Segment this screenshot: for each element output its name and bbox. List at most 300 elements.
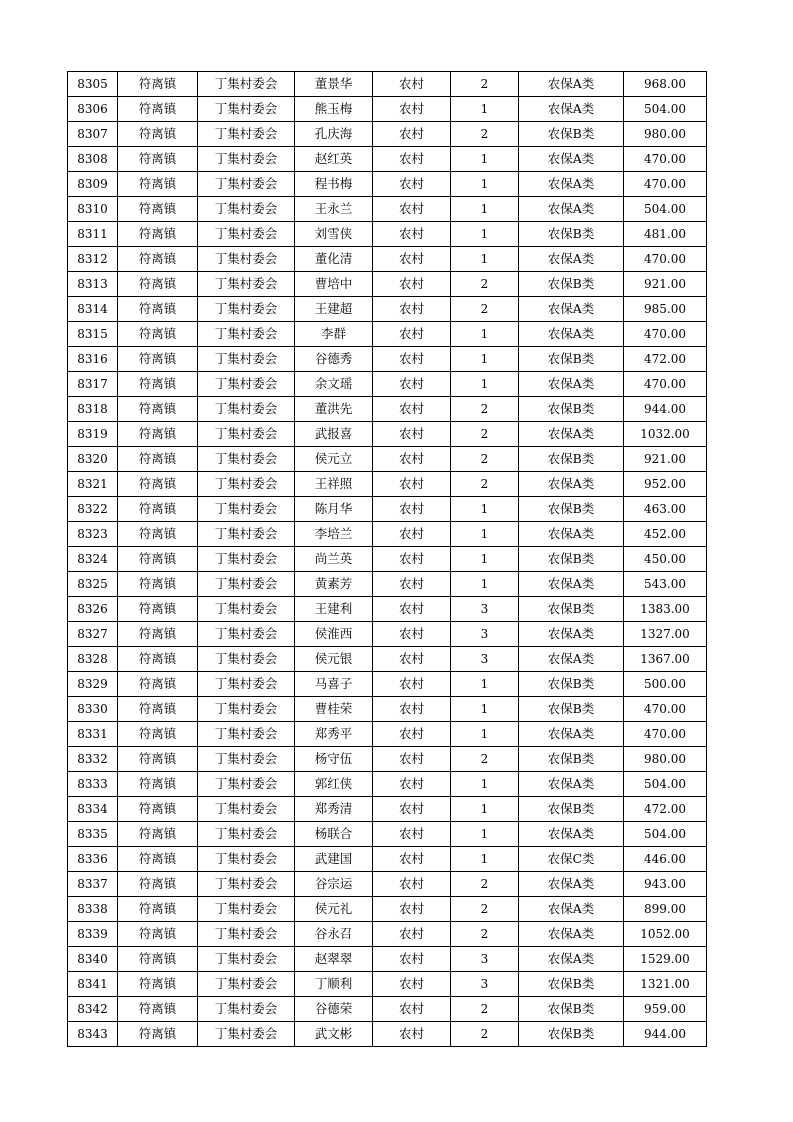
village-cell: 丁集村委会 (198, 522, 295, 547)
id-cell: 8323 (68, 522, 118, 547)
village-cell: 丁集村委会 (198, 1022, 295, 1047)
household-size-cell: 2 (451, 122, 519, 147)
town-cell: 符离镇 (118, 722, 198, 747)
household-size-cell: 1 (451, 522, 519, 547)
amount-cell: 968.00 (624, 72, 707, 97)
area-type-cell: 农村 (373, 272, 451, 297)
table-row (68, 222, 707, 247)
insurance-type-cell: 农保B类 (519, 497, 624, 522)
table-row (68, 372, 707, 397)
area-type-cell: 农村 (373, 672, 451, 697)
village-cell: 丁集村委会 (198, 947, 295, 972)
household-size-cell: 1 (451, 497, 519, 522)
household-size-cell: 1 (451, 822, 519, 847)
village-cell: 丁集村委会 (198, 447, 295, 472)
village-cell: 丁集村委会 (198, 547, 295, 572)
name-cell: 李群 (295, 322, 373, 347)
id-cell: 8335 (68, 822, 118, 847)
area-type-cell: 农村 (373, 1022, 451, 1047)
name-cell: 侯元礼 (295, 897, 373, 922)
village-cell: 丁集村委会 (198, 672, 295, 697)
table-row (68, 1022, 707, 1047)
table-row (68, 647, 707, 672)
name-cell: 郑秀平 (295, 722, 373, 747)
village-cell: 丁集村委会 (198, 572, 295, 597)
amount-cell: 899.00 (624, 897, 707, 922)
insurance-type-cell: 农保A类 (519, 422, 624, 447)
id-cell: 8319 (68, 422, 118, 447)
id-cell: 8320 (68, 447, 118, 472)
table-row (68, 497, 707, 522)
area-type-cell: 农村 (373, 422, 451, 447)
name-cell: 谷德秀 (295, 347, 373, 372)
town-cell: 符离镇 (118, 347, 198, 372)
id-cell: 8315 (68, 322, 118, 347)
id-cell: 8313 (68, 272, 118, 297)
village-cell: 丁集村委会 (198, 422, 295, 447)
id-cell: 8309 (68, 172, 118, 197)
id-cell: 8322 (68, 497, 118, 522)
village-cell: 丁集村委会 (198, 497, 295, 522)
town-cell: 符离镇 (118, 997, 198, 1022)
village-cell: 丁集村委会 (198, 222, 295, 247)
household-size-cell: 1 (451, 372, 519, 397)
id-cell: 8339 (68, 922, 118, 947)
town-cell: 符离镇 (118, 222, 198, 247)
amount-cell: 472.00 (624, 347, 707, 372)
id-cell: 8325 (68, 572, 118, 597)
insurance-type-cell: 农保A类 (519, 72, 624, 97)
table-row (68, 472, 707, 497)
area-type-cell: 农村 (373, 922, 451, 947)
table-row (68, 772, 707, 797)
amount-cell: 472.00 (624, 797, 707, 822)
insurance-type-cell: 农保A类 (519, 897, 624, 922)
name-cell: 程书梅 (295, 172, 373, 197)
town-cell: 符离镇 (118, 647, 198, 672)
household-size-cell: 1 (451, 697, 519, 722)
amount-cell: 921.00 (624, 447, 707, 472)
household-size-cell: 1 (451, 172, 519, 197)
insurance-type-cell: 农保B类 (519, 997, 624, 1022)
area-type-cell: 农村 (373, 947, 451, 972)
table-row (68, 97, 707, 122)
insurance-type-cell: 农保A类 (519, 472, 624, 497)
town-cell: 符离镇 (118, 547, 198, 572)
amount-cell: 952.00 (624, 472, 707, 497)
insurance-type-cell: 农保A类 (519, 522, 624, 547)
village-cell: 丁集村委会 (198, 747, 295, 772)
household-size-cell: 3 (451, 597, 519, 622)
insurance-type-cell: 农保B类 (519, 122, 624, 147)
table-row (68, 122, 707, 147)
household-size-cell: 1 (451, 322, 519, 347)
table-body (68, 72, 707, 1047)
id-cell: 8306 (68, 97, 118, 122)
household-size-cell: 2 (451, 447, 519, 472)
village-cell: 丁集村委会 (198, 122, 295, 147)
name-cell: 武建国 (295, 847, 373, 872)
town-cell: 符离镇 (118, 947, 198, 972)
id-cell: 8338 (68, 897, 118, 922)
insurance-type-cell: 农保A类 (519, 772, 624, 797)
household-size-cell: 1 (451, 222, 519, 247)
insurance-type-cell: 农保B类 (519, 672, 624, 697)
area-type-cell: 农村 (373, 772, 451, 797)
amount-cell: 470.00 (624, 172, 707, 197)
amount-cell: 504.00 (624, 197, 707, 222)
amount-cell: 944.00 (624, 1022, 707, 1047)
household-size-cell: 1 (451, 347, 519, 372)
id-cell: 8307 (68, 122, 118, 147)
name-cell: 谷德荣 (295, 997, 373, 1022)
name-cell: 王祥照 (295, 472, 373, 497)
insurance-type-cell: 农保B类 (519, 597, 624, 622)
area-type-cell: 农村 (373, 572, 451, 597)
village-cell: 丁集村委会 (198, 72, 295, 97)
area-type-cell: 农村 (373, 847, 451, 872)
amount-cell: 921.00 (624, 272, 707, 297)
insurance-type-cell: 农保B类 (519, 972, 624, 997)
amount-cell: 1367.00 (624, 647, 707, 672)
name-cell: 曹培中 (295, 272, 373, 297)
insurance-type-cell: 农保A类 (519, 172, 624, 197)
village-cell: 丁集村委会 (198, 872, 295, 897)
amount-cell: 470.00 (624, 247, 707, 272)
household-size-cell: 1 (451, 247, 519, 272)
area-type-cell: 农村 (373, 897, 451, 922)
amount-cell: 500.00 (624, 672, 707, 697)
table-row (68, 547, 707, 572)
id-cell: 8305 (68, 72, 118, 97)
insurance-type-cell: 农保A类 (519, 247, 624, 272)
table-row (68, 822, 707, 847)
town-cell: 符离镇 (118, 572, 198, 597)
insurance-type-cell: 农保A类 (519, 947, 624, 972)
area-type-cell: 农村 (373, 472, 451, 497)
amount-cell: 470.00 (624, 147, 707, 172)
id-cell: 8328 (68, 647, 118, 672)
area-type-cell: 农村 (373, 597, 451, 622)
amount-cell: 504.00 (624, 772, 707, 797)
name-cell: 董洪先 (295, 397, 373, 422)
table-row (68, 322, 707, 347)
area-type-cell: 农村 (373, 147, 451, 172)
area-type-cell: 农村 (373, 697, 451, 722)
name-cell: 马喜子 (295, 672, 373, 697)
table-row (68, 447, 707, 472)
id-cell: 8333 (68, 772, 118, 797)
town-cell: 符离镇 (118, 522, 198, 547)
table-row (68, 597, 707, 622)
household-size-cell: 1 (451, 97, 519, 122)
amount-cell: 943.00 (624, 872, 707, 897)
area-type-cell: 农村 (373, 722, 451, 747)
table-row (68, 72, 707, 97)
village-cell: 丁集村委会 (198, 372, 295, 397)
id-cell: 8331 (68, 722, 118, 747)
amount-cell: 470.00 (624, 697, 707, 722)
name-cell: 谷宗运 (295, 872, 373, 897)
name-cell: 尚兰英 (295, 547, 373, 572)
id-cell: 8326 (68, 597, 118, 622)
id-cell: 8308 (68, 147, 118, 172)
name-cell: 杨守伍 (295, 747, 373, 772)
town-cell: 符离镇 (118, 1022, 198, 1047)
area-type-cell: 农村 (373, 997, 451, 1022)
amount-cell: 944.00 (624, 397, 707, 422)
id-cell: 8317 (68, 372, 118, 397)
household-size-cell: 2 (451, 72, 519, 97)
amount-cell: 452.00 (624, 522, 707, 547)
insurance-type-cell: 农保B类 (519, 697, 624, 722)
amount-cell: 959.00 (624, 997, 707, 1022)
area-type-cell: 农村 (373, 172, 451, 197)
household-size-cell: 1 (451, 797, 519, 822)
insurance-type-cell: 农保A类 (519, 197, 624, 222)
id-cell: 8314 (68, 297, 118, 322)
household-size-cell: 1 (451, 847, 519, 872)
town-cell: 符离镇 (118, 822, 198, 847)
id-cell: 8334 (68, 797, 118, 822)
insurance-type-cell: 农保B类 (519, 272, 624, 297)
town-cell: 符离镇 (118, 847, 198, 872)
village-cell: 丁集村委会 (198, 472, 295, 497)
table-row (68, 797, 707, 822)
town-cell: 符离镇 (118, 172, 198, 197)
id-cell: 8342 (68, 997, 118, 1022)
insurance-type-cell: 农保B类 (519, 347, 624, 372)
household-size-cell: 3 (451, 622, 519, 647)
area-type-cell: 农村 (373, 397, 451, 422)
amount-cell: 980.00 (624, 747, 707, 772)
amount-cell: 470.00 (624, 372, 707, 397)
amount-cell: 543.00 (624, 572, 707, 597)
id-cell: 8341 (68, 972, 118, 997)
area-type-cell: 农村 (373, 72, 451, 97)
name-cell: 杨联合 (295, 822, 373, 847)
amount-cell: 980.00 (624, 122, 707, 147)
table-row (68, 872, 707, 897)
table-row (68, 522, 707, 547)
id-cell: 8337 (68, 872, 118, 897)
table-row (68, 747, 707, 772)
household-size-cell: 2 (451, 997, 519, 1022)
table-row (68, 697, 707, 722)
insurance-type-cell: 农保B类 (519, 1022, 624, 1047)
household-size-cell: 1 (451, 547, 519, 572)
table-row (68, 922, 707, 947)
name-cell: 郭红侠 (295, 772, 373, 797)
amount-cell: 504.00 (624, 822, 707, 847)
table-row (68, 172, 707, 197)
insurance-type-cell: 农保A类 (519, 872, 624, 897)
name-cell: 李培兰 (295, 522, 373, 547)
data-table (67, 71, 707, 1047)
table-row (68, 197, 707, 222)
name-cell: 王建利 (295, 597, 373, 622)
insurance-type-cell: 农保B类 (519, 447, 624, 472)
area-type-cell: 农村 (373, 872, 451, 897)
name-cell: 余文瑶 (295, 372, 373, 397)
name-cell: 赵红英 (295, 147, 373, 172)
area-type-cell: 农村 (373, 197, 451, 222)
town-cell: 符离镇 (118, 322, 198, 347)
insurance-type-cell: 农保A类 (519, 97, 624, 122)
town-cell: 符离镇 (118, 97, 198, 122)
amount-cell: 481.00 (624, 222, 707, 247)
insurance-type-cell: 农保A类 (519, 922, 624, 947)
town-cell: 符离镇 (118, 272, 198, 297)
name-cell: 谷永召 (295, 922, 373, 947)
amount-cell: 463.00 (624, 497, 707, 522)
name-cell: 侯元立 (295, 447, 373, 472)
table-row (68, 947, 707, 972)
village-cell: 丁集村委会 (198, 297, 295, 322)
village-cell: 丁集村委会 (198, 997, 295, 1022)
id-cell: 8327 (68, 622, 118, 647)
table-row (68, 247, 707, 272)
amount-cell: 470.00 (624, 722, 707, 747)
town-cell: 符离镇 (118, 197, 198, 222)
village-cell: 丁集村委会 (198, 822, 295, 847)
village-cell: 丁集村委会 (198, 722, 295, 747)
name-cell: 董化清 (295, 247, 373, 272)
id-cell: 8343 (68, 1022, 118, 1047)
household-size-cell: 1 (451, 572, 519, 597)
amount-cell: 1032.00 (624, 422, 707, 447)
household-size-cell: 2 (451, 897, 519, 922)
village-cell: 丁集村委会 (198, 247, 295, 272)
id-cell: 8316 (68, 347, 118, 372)
area-type-cell: 农村 (373, 797, 451, 822)
name-cell: 王永兰 (295, 197, 373, 222)
town-cell: 符离镇 (118, 797, 198, 822)
village-cell: 丁集村委会 (198, 272, 295, 297)
village-cell: 丁集村委会 (198, 97, 295, 122)
household-size-cell: 1 (451, 197, 519, 222)
village-cell: 丁集村委会 (198, 847, 295, 872)
table-row (68, 347, 707, 372)
town-cell: 符离镇 (118, 622, 198, 647)
table-row (68, 272, 707, 297)
area-type-cell: 农村 (373, 297, 451, 322)
table-row (68, 997, 707, 1022)
town-cell: 符离镇 (118, 597, 198, 622)
amount-cell: 1327.00 (624, 622, 707, 647)
id-cell: 8336 (68, 847, 118, 872)
town-cell: 符离镇 (118, 472, 198, 497)
village-cell: 丁集村委会 (198, 647, 295, 672)
table-row (68, 622, 707, 647)
table-row (68, 847, 707, 872)
area-type-cell: 农村 (373, 372, 451, 397)
town-cell: 符离镇 (118, 397, 198, 422)
table-row (68, 897, 707, 922)
insurance-type-cell: 农保B类 (519, 397, 624, 422)
name-cell: 曹桂荣 (295, 697, 373, 722)
table-row (68, 397, 707, 422)
area-type-cell: 农村 (373, 622, 451, 647)
town-cell: 符离镇 (118, 147, 198, 172)
household-size-cell: 3 (451, 647, 519, 672)
town-cell: 符离镇 (118, 297, 198, 322)
id-cell: 8310 (68, 197, 118, 222)
village-cell: 丁集村委会 (198, 972, 295, 997)
village-cell: 丁集村委会 (198, 922, 295, 947)
amount-cell: 1529.00 (624, 947, 707, 972)
table-row (68, 147, 707, 172)
household-size-cell: 1 (451, 672, 519, 697)
name-cell: 黄素芳 (295, 572, 373, 597)
area-type-cell: 农村 (373, 122, 451, 147)
area-type-cell: 农村 (373, 222, 451, 247)
insurance-type-cell: 农保C类 (519, 847, 624, 872)
amount-cell: 446.00 (624, 847, 707, 872)
name-cell: 武文彬 (295, 1022, 373, 1047)
insurance-type-cell: 农保A类 (519, 297, 624, 322)
amount-cell: 470.00 (624, 322, 707, 347)
name-cell: 侯淮西 (295, 622, 373, 647)
household-size-cell: 2 (451, 422, 519, 447)
town-cell: 符离镇 (118, 872, 198, 897)
amount-cell: 504.00 (624, 97, 707, 122)
insurance-type-cell: 农保A类 (519, 322, 624, 347)
village-cell: 丁集村委会 (198, 197, 295, 222)
insurance-type-cell: 农保B类 (519, 547, 624, 572)
table-row (68, 572, 707, 597)
town-cell: 符离镇 (118, 697, 198, 722)
village-cell: 丁集村委会 (198, 397, 295, 422)
household-size-cell: 2 (451, 472, 519, 497)
household-size-cell: 2 (451, 297, 519, 322)
id-cell: 8321 (68, 472, 118, 497)
name-cell: 刘雪侠 (295, 222, 373, 247)
town-cell: 符离镇 (118, 447, 198, 472)
household-size-cell: 2 (451, 922, 519, 947)
area-type-cell: 农村 (373, 247, 451, 272)
amount-cell: 985.00 (624, 297, 707, 322)
town-cell: 符离镇 (118, 372, 198, 397)
name-cell: 丁顺利 (295, 972, 373, 997)
name-cell: 赵翠翠 (295, 947, 373, 972)
household-size-cell: 2 (451, 272, 519, 297)
household-size-cell: 2 (451, 872, 519, 897)
village-cell: 丁集村委会 (198, 897, 295, 922)
household-size-cell: 2 (451, 747, 519, 772)
village-cell: 丁集村委会 (198, 797, 295, 822)
household-size-cell: 2 (451, 397, 519, 422)
area-type-cell: 农村 (373, 547, 451, 572)
village-cell: 丁集村委会 (198, 172, 295, 197)
town-cell: 符离镇 (118, 922, 198, 947)
name-cell: 王建超 (295, 297, 373, 322)
village-cell: 丁集村委会 (198, 347, 295, 372)
amount-cell: 1052.00 (624, 922, 707, 947)
name-cell: 孔庆海 (295, 122, 373, 147)
id-cell: 8318 (68, 397, 118, 422)
village-cell: 丁集村委会 (198, 147, 295, 172)
town-cell: 符离镇 (118, 497, 198, 522)
insurance-type-cell: 农保B类 (519, 222, 624, 247)
area-type-cell: 农村 (373, 447, 451, 472)
area-type-cell: 农村 (373, 497, 451, 522)
village-cell: 丁集村委会 (198, 697, 295, 722)
town-cell: 符离镇 (118, 897, 198, 922)
id-cell: 8329 (68, 672, 118, 697)
insurance-type-cell: 农保A类 (519, 647, 624, 672)
area-type-cell: 农村 (373, 747, 451, 772)
